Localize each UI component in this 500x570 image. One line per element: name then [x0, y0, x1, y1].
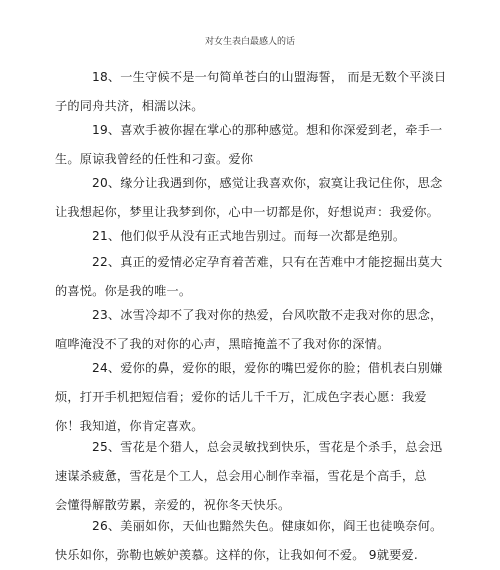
entry-line: 23、冰雪冷却不了我对你的热爱，台风吹散不走我对你的思念，	[92, 308, 443, 322]
entry-19	[55, 116, 465, 174]
entry-line: 烦，打开手机把短信看；爱你的话儿千千万，汇成色字表心愿：我爱	[55, 390, 427, 404]
entry-line: 生。原谅我曾经的任性和刁蛮。爱你	[55, 152, 254, 166]
entry-line: 你！我知道，你肯定喜欢。	[55, 419, 204, 433]
entry-line: 26、美丽如你，天仙也黯然失色。健康如你，阎王也徒唤奈何。	[92, 519, 443, 533]
document-title: 对女生表白最感人的话	[204, 37, 295, 47]
entry-line: 19、喜欢手被你握在掌心的那种感觉。想和你深爱到老，牵手一	[92, 123, 443, 137]
entry-line: 18、一生守候不是一句简单苍白的山盟海誓， 而是无数个平淡日	[92, 70, 447, 84]
entry-18	[55, 63, 465, 121]
entry-23	[55, 301, 465, 359]
entry-line: 25、雪花是个猎人，总会灵敏找到快乐，雪花是个杀手，总会迅	[92, 440, 443, 454]
entry-20	[55, 169, 465, 227]
entry-line: 24、爱你的鼻，爱你的眼，爱你的嘴巴爱你的脸；借机表白别嫌	[92, 361, 443, 375]
entry-line: 的喜悦。你是我的唯一。	[55, 284, 192, 298]
entry-line: 喧哗淹没不了我的对你的心声，黑暗掩盖不了我对你的深情。	[55, 337, 390, 351]
entry-line: 快乐如你，弥勒也嫉妒羡慕。这样的你，让我如何不爱。 9就要爱.	[55, 548, 418, 562]
entry-line: 速谋杀疲惫，雪花是个工人，总会用心制作幸福，雪花是个高手，总	[55, 469, 427, 483]
entry-line: 20、缘分让我遇到你，感觉让我喜欢你，寂寞让我记住你，思念	[92, 176, 443, 190]
entry-24	[55, 354, 465, 441]
entry-25	[55, 433, 465, 520]
entry-line: 让我想起你，梦里让我梦到你，心中一切都是你，好想说声：我爱你。	[55, 205, 440, 219]
entry-21	[55, 222, 465, 251]
entry-line: 22、真正的爱情必定孕育着苦难，只有在苦难中才能挖掘出莫大	[92, 255, 443, 269]
entry-26	[55, 512, 465, 570]
entry-22	[55, 248, 465, 306]
entry-line: 子的同舟共济，相濡以沫。	[55, 99, 204, 113]
entry-line: 21、他们似乎从没有正式地告别过。而每一次都是绝别。	[92, 229, 406, 243]
entry-line: 会懂得解散劳累，亲爱的，祝你冬天快乐。	[55, 498, 291, 512]
